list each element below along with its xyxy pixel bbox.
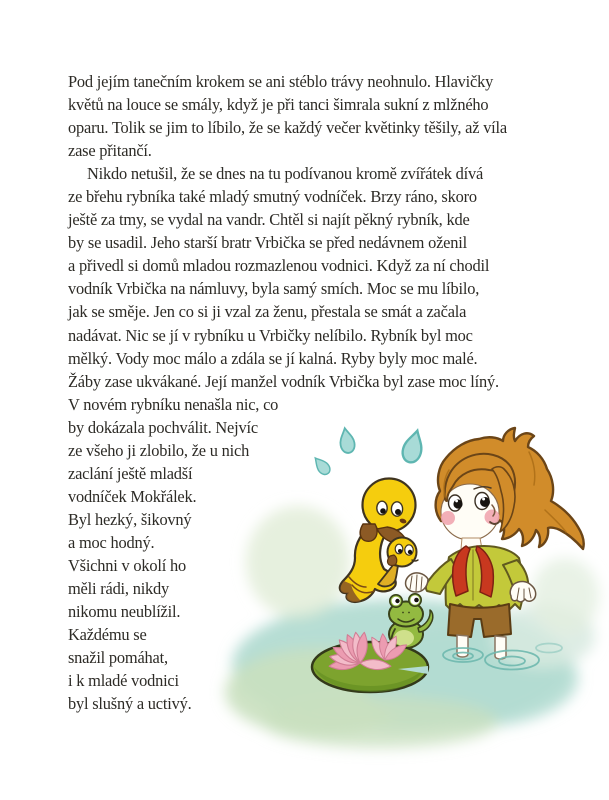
story-line: vodník Vrbička na námluvy, byla samý smích. Moc se mu líbilo, [68,279,480,299]
story-line: a přivedl si domů mladou rozmazlenou vodnici. Když za ní chodil [68,256,490,276]
story-line: mělký. Vody moc málo a zdála se jí kalná. Ryby byly moc malé. [68,348,478,368]
story-line: by se usadil. Jeho starší bratr Vrbička se před nedávnem oženil [68,233,467,253]
story-line: Pod jejím tanečním krokem se ani stéblo trávy neohnulo. Hlavičky [68,72,494,91]
story-line: květů na louce se smály, když je při tanci šimrala sukní z mlžného [68,95,489,115]
story-line: zaclání ještě mladší [68,463,193,483]
story-line: a moc hodný. [68,532,155,552]
story-line: měli rádi, nikdy [68,579,170,599]
story-line: Byl hezký, šikovný [68,509,192,529]
story-text [68,70,546,715]
story-line: V novém rybníku nenašla nic, co [68,394,279,414]
story-line: byl slušný a uctivý. [68,694,192,714]
story-line: ještě za tmy, se vydal na vandr. Chtěl si najít pěkný rybník, kde [68,210,470,230]
story-line: nadávat. Nic se jí v rybníku u Vrbičky nelíbilo. Rybník byl moc [68,325,473,345]
story-line: i k mladé vodnici [68,671,179,691]
story-line: Všichni v okolí ho [68,555,186,575]
story-line: Žáby zase ukvákané. Její manžel vodník Vrbička byl zase moc líný. [68,371,499,391]
story-line: Nikdo netušil, že se dnes na tu podívanou kromě zvířátek dívá [87,164,484,184]
story-line: vodníček Mokřálek. [68,486,197,506]
story-line: snažil pomáhat, [68,648,168,668]
story-line: by dokázala pochválit. Nejvíc [68,417,258,437]
story-line: oparu. Tolik se jim to líbilo, že se každý večer květinky těšily, až víla [68,118,507,138]
story-line: jak se směje. Jen co si ji vzal za ženu, přestala se smát a začala [68,302,467,322]
story-line: nikomu neublížil. [68,602,181,622]
story-line: ze břehu rybníka také mladý smutný vodníček. Brzy ráno, skoro [68,187,477,207]
story-line: Každému se [68,625,147,645]
story-line: ze všeho ji zlobilo, že u nich [68,440,250,460]
story-line: zase přitančí. [68,141,152,161]
